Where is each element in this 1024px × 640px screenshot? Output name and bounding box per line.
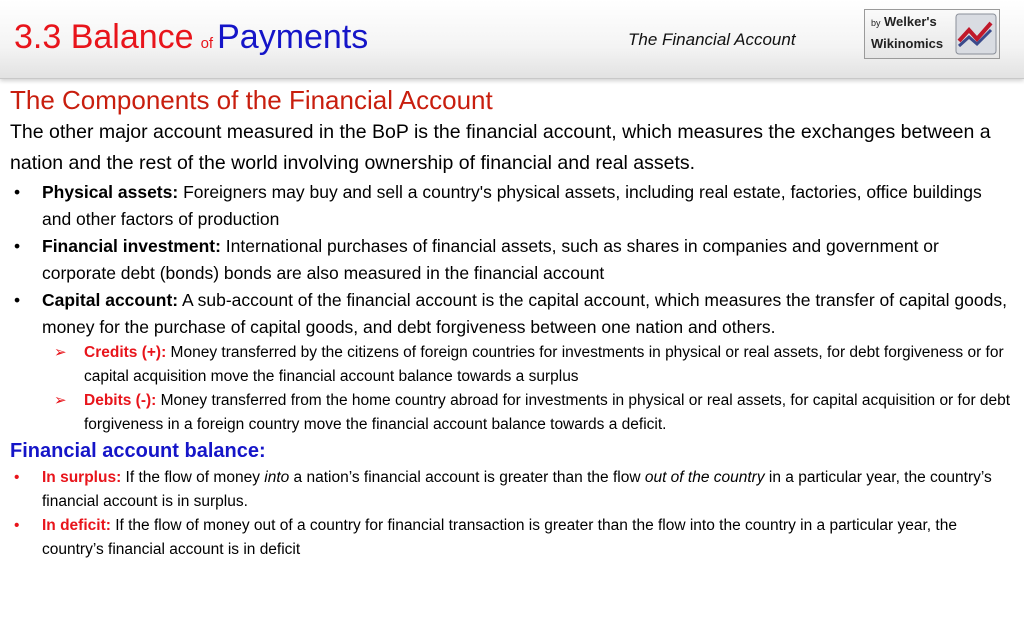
slide-content (10, 84, 1014, 562)
sub-bullet-label: Debits (-): (84, 392, 157, 409)
bullet-icon: • (14, 517, 20, 534)
bullet-icon: • (14, 290, 21, 310)
logo-wikinomics: Wikinomics (871, 36, 944, 51)
surplus-emphasis-into: into (264, 469, 290, 486)
wikinomics-logo (864, 9, 1000, 59)
arrow-bullet-icon: ➢ (54, 344, 67, 361)
bullet-icon: • (14, 236, 21, 256)
bullet-icon: • (14, 182, 21, 202)
sub-bullet-label: Credits (+): (84, 344, 167, 361)
bullet-capital-account (10, 287, 1014, 341)
logo-welkers: Welker's (884, 14, 937, 29)
bullet-label: Physical assets: (42, 182, 179, 202)
deficit-text: If the flow of money out of a country for financial transaction is greater than the flow into the country in a particular year, the country’s financial account is in deficit (42, 517, 957, 558)
title-of: of (200, 35, 214, 52)
bullet-label: Capital account: (42, 290, 179, 310)
bullet-in-deficit (10, 514, 1014, 562)
bullet-text: International purchases of financial assets, such as shares in companies and government or corporate debt (bonds) bonds are also measured in the financial account (42, 236, 939, 283)
bullet-text: Foreigners may buy and sell a country's physical assets, including real estate, factories, office buildings and other factors of production (42, 182, 982, 229)
bullet-in-surplus (10, 466, 1014, 514)
deficit-label: In deficit: (42, 517, 111, 534)
title-payments: Payments (217, 18, 369, 56)
sub-bullet-text: Money transferred from the home country abroad for investments in physical or real assets, for capital acquisition or for debt forgiveness in a foreign country move the financial account balance towards a deficit. (84, 392, 1011, 433)
bullet-text: A sub-account of the financial account is the capital account, which measures the transfer of capital goods, money for the purchase of capital goods, and debt forgiveness between one nation and others. (42, 290, 1007, 337)
surplus-text-2: a nation’s financial account is greater than the flow (289, 469, 645, 486)
arrow-bullet-icon: ➢ (54, 392, 67, 409)
surplus-emphasis-out: out of the country (644, 469, 765, 486)
title-balance: 3.3 Balance (14, 18, 194, 56)
slide-subtitle: The Financial Account (628, 30, 796, 49)
section-heading: The Components of the Financial Account (10, 85, 493, 115)
surplus-text-1: If the flow of money (121, 469, 265, 486)
sub-bullet-debits (10, 389, 1014, 437)
bullet-label: Financial investment: (42, 236, 221, 256)
surplus-text-3: in a particular year, the country’s financial account is in surplus. (42, 469, 992, 510)
sub-bullet-credits (10, 341, 1014, 389)
bullet-financial-investment (10, 233, 1014, 287)
intro-paragraph: The other major account measured in the BoP is the financial account, which measures the exchanges between a nation and the rest of the world involving ownership of financial and real assets. (10, 121, 991, 174)
logo-graph-icon (955, 13, 997, 55)
sub-bullet-text: Money transferred by the citizens of foreign countries for investments in physical or real assets, for debt forgiveness or for capital acquisition move the financial account balance towards a surplus (84, 344, 1004, 385)
surplus-label: In surplus: (42, 469, 122, 486)
slide-title (14, 18, 368, 57)
bullet-icon: • (14, 469, 20, 486)
logo-by: by (871, 18, 881, 28)
balance-heading: Financial account balance: (10, 440, 266, 462)
bullet-physical-assets (10, 179, 1014, 233)
slide-header (0, 0, 1024, 79)
